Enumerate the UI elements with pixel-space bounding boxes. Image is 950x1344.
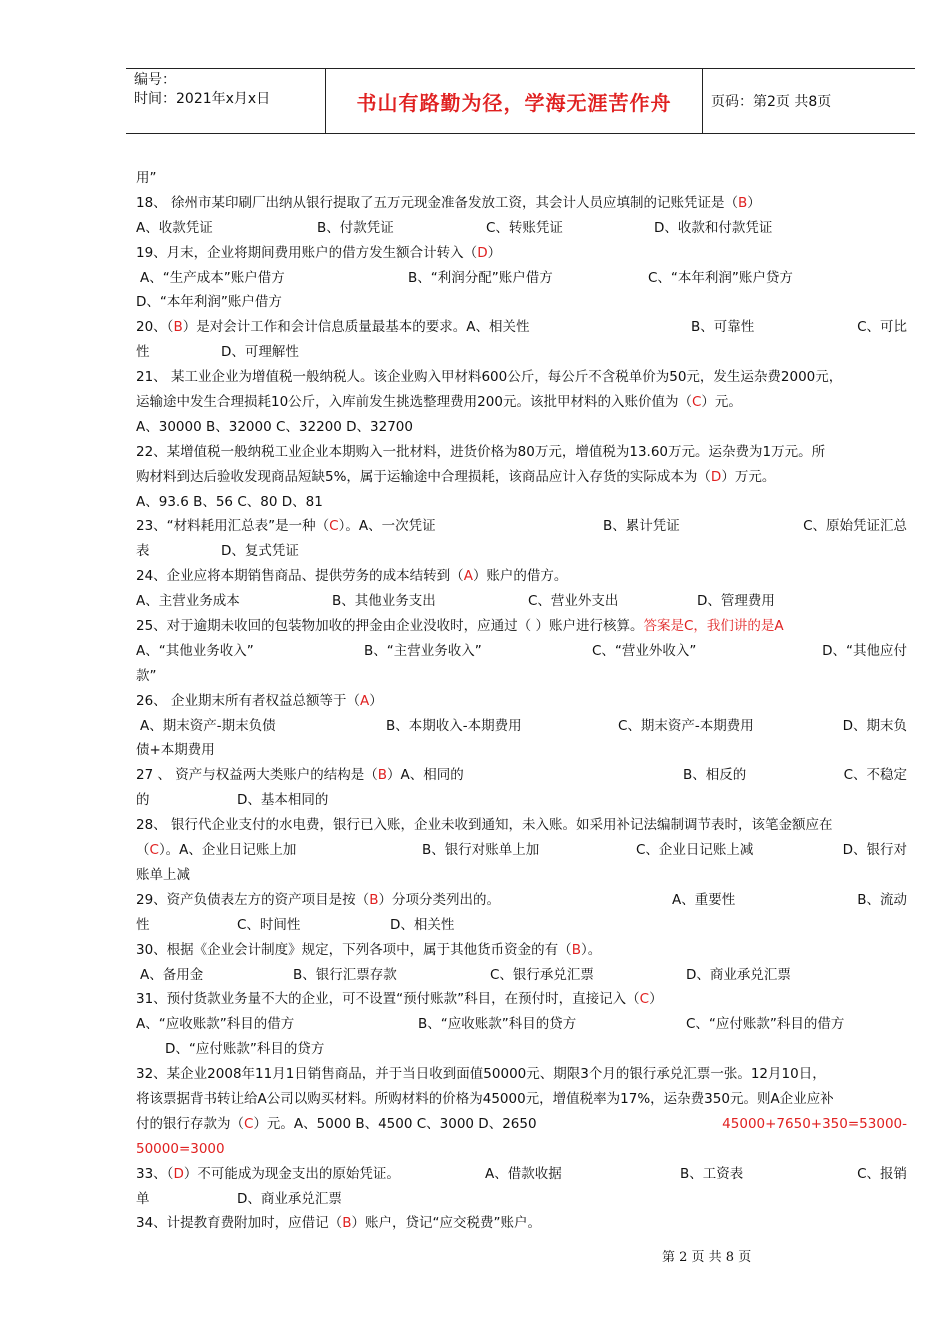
time-label: 时间：2021年x月x日 [134,91,271,107]
question-21-cont: 运输途中发生合理损耗10公斤，入库前发生挑选整理费用200元。该批甲材料的入账价值为（C）元。 [136,394,742,411]
page-footer: 第 2 页 共 8 页 [662,1250,752,1265]
options-31-cont: D、“应付账款”科目的贷方 [165,1041,325,1058]
options-19-cont: D、“本年利润”账户借方 [136,294,282,311]
options-25: A、“其他业务收入” B、“主营业务收入” C、“营业外收入” D、“其他应付 [136,642,907,659]
question-25: 25、对于逾期未收回的包装物加收的押金由企业没收时，应通过（ ）账户进行核算。答案是C，我们讲的是A [136,618,784,635]
question-24: 24、企业应将本期销售商品、提供劳务的成本结转到（A）账户的借方。 [136,568,568,585]
question-28: 28、 银行代企业支付的水电费，银行已入账，企业未收到通知，未入账。如采用补记法编制调节表时，该笔金额应在 [136,817,833,834]
document-body [136,166,907,1236]
options-30: A、备用金 B、银行汇票存款 C、银行承兑汇票 D、商业承兑汇票 [140,966,791,983]
question-23: 23、“材料耗用汇总表”是一种（C）。A、一次凭证 B、累计凭证 C、原始凭证汇总 [136,518,907,535]
page-header [126,68,915,134]
question-21: 21、 某工业企业为增值税一般纳税人。该企业购入甲材料600公斤，每公斤不含税单价为50元，发生运杂费2000元， [136,369,843,386]
question-28-cont: （C）。A、企业日记账上加 B、银行对账单上加 C、企业日记账上减 D、银行对 [136,842,907,859]
question-22: 22、某增值税一般纳税工业企业本期购入一批材料，进货价格为80万元，增值税为13.60万元。运杂费为1万元。所 [136,443,826,460]
options-31: A、“应收账款”科目的借方 B、“应收账款”科目的贷方 C、“应付账款”科目的借方 [136,1016,845,1033]
header-page-label: 页码：第2页 共8页 [711,94,832,110]
number-label: 编号： [134,72,176,88]
question-23-cont: 表 D、复式凭证 [136,543,299,560]
answer: B [173,319,183,336]
question-19: 19、月末，企业将期间费用账户的借方发生额合计转入（D） [136,244,502,261]
question-22-cont: 购材料到达后验收发现商品短缺5%，属于运输途中合理损耗，该商品应计入存货的实际成本为（D）万元。 [136,468,776,485]
question-27: 27 、 资产与权益两大类账户的结构是（B）A、相同的 B、相反的 C、不稳定 [136,767,907,784]
answer: A [359,692,370,709]
options-22: A、93.6 B、56 C、80 D、81 [136,493,323,510]
question-31: 31、预付货款业务量不大的企业，可不设置“预付账款”科目，在预付时，直接记入（C） [136,991,663,1008]
annotation: 45000+7650+350=53000- [722,1115,907,1132]
options-18: A、收款凭证 B、付款凭证 C、转账凭证 D、收款和付款凭证 [136,219,773,236]
text-line: 用” [136,170,157,186]
options-26-cont: 债+本期费用 [136,742,215,759]
question-32: 32、某企业2008年11月1日销售商品，并于当日收到面值50000元、期限3个月的银行承兑汇票一张。12月10日， [136,1066,826,1083]
answer: D [710,468,722,485]
question-26: 26、 企业期末所有者权益总额等于（A） [136,692,383,709]
answer: B [342,1215,352,1232]
answer: B [377,767,388,784]
question-34: 34、计提教育费附加时，应借记（B）账户，贷记“应交税费”账户。 [136,1215,541,1232]
answer: C [639,991,650,1008]
question-32-cont: 将该票据背书转让给A公司以购买材料。所购材料的价格为45000元，增值税率为17%，运杂费350元。则A企业应补 [136,1090,834,1107]
question-29-cont: 性 C、时间性 D、相关性 [136,916,455,933]
answer: B [571,941,581,958]
question-27-cont: 的 D、基本相同的 [136,792,329,809]
options-21: A、30000 B、32000 C、32200 D、32700 [136,418,413,435]
question-33-cont: 单 D、商业承兑汇票 [136,1190,342,1207]
answer: D [477,244,488,261]
header-meta [126,69,326,133]
answer: C [691,394,702,411]
question-32-options: 付的银行存款为（C）元。A、5000 B、4500 C、3000 D、2650 45000+7650+350=53000- [136,1112,907,1137]
question-20-cont: 性 D、可理解性 [136,344,299,361]
question-33: 33、（D）不可能成为现金支出的原始凭证。 A、借款收据 B、工资表 C、报销 [136,1165,907,1182]
header-motto: 书山有路勤为径，学海无涯苦作舟 [326,69,703,133]
question-18: 18、 徐州市某印刷厂出纳从银行提取了五万元现金准备发放工资，其会计人员应填制的记账凭证是（B） [136,194,761,211]
options-26: A、期末资产-期末负债 B、本期收入-本期费用 C、期末资产-本期费用 D、期末负 [140,717,907,734]
answer: C [329,518,339,535]
question-20: 20、（B）是对会计工作和会计信息质量最基本的要求。A、相关性 B、可靠性 C、可比 [136,319,907,336]
annotation: 答案是C，我们讲的是A [643,618,784,635]
annotation: 50000=3000 [136,1140,225,1157]
answer: C [149,842,159,859]
answer: C [244,1115,254,1132]
question-32-annotation [136,1137,907,1162]
answer: B [737,194,748,211]
options-24: A、主营业务成本 B、其他业务支出 C、营业外支出 D、管理费用 [136,593,775,610]
answer: B [369,891,379,908]
options-28-cont: 账单上减 [136,866,190,883]
options-25-cont: 款” [136,667,157,684]
options-19: A、“生产成本”账户借方 B、“利润分配”账户借方 C、“本年利润”账户贷方 [140,269,793,286]
question-30: 30、根据《企业会计制度》规定，下列各项中，属于其他货币资金的有（B）。 [136,941,602,958]
answer: A [463,568,473,585]
question-29: 29、资产负债表左方的资产项目是按（B）分项分类列出的。 A、重要性 B、流动 [136,891,907,908]
answer: D [173,1165,184,1182]
